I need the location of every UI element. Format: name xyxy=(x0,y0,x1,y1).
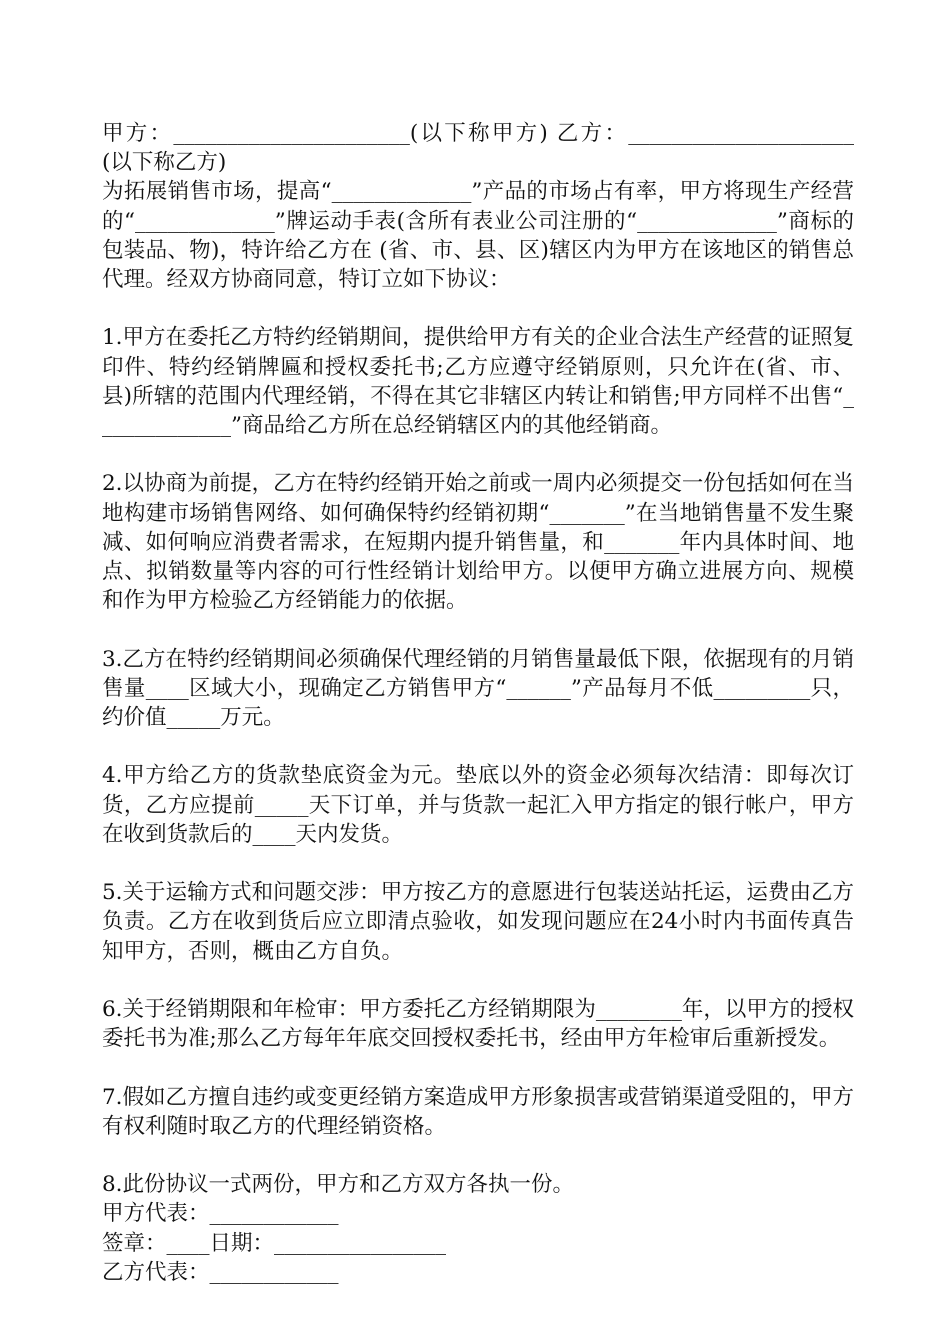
paragraph-gap xyxy=(102,1053,854,1082)
paragraph-gap xyxy=(102,615,854,644)
clause-2: 2.以协商为前提，乙方在特约经销开始之前或一周内必须提交一份包括如何在当地构建市场销售网络、如何确保特约经销初期“_______”在当地销售量不发生聚减、如何响应消费者需求，在短期内提升销售量，和_______年内具体时间、地点、拟销数量等内容的可行性经销计划给甲方。以便甲方确立进展方向、规模和作为甲方检验乙方经销能力的依据。 xyxy=(102,471,854,614)
paragraph-gap xyxy=(102,732,854,761)
paragraph-gap xyxy=(102,849,854,878)
contract-document xyxy=(102,119,854,1287)
paragraph-gap xyxy=(102,966,854,995)
clause-7: 7.假如乙方擅自违约或变更经销方案造成甲方形象损害或营销渠道受阻的，甲方有权利随时取乙方的代理经销资格。 xyxy=(102,1084,854,1139)
clause-3: 3.乙方在特约经销期间必须确保代理经销的月销售量最低下限，依据现有的月销售量____区域大小，现确定乙方销售甲方“______”产品每月不低_________只，约价值_____万元。 xyxy=(102,646,854,731)
intro-paragraph: 为拓展销售市场，提高“_____________”产品的市场占有率，甲方将现生产经营的“_____________”牌运动手表(含所有表业公司注册的“_____________”商标的包装品、物)，特许给乙方在 (省、市、县、区)辖区内为甲方在该地区的销售总代理。经双方协商同意，特订立如下协议： xyxy=(102,179,854,293)
party-a-representative: 甲方代表：____________ xyxy=(102,1201,339,1227)
clause-8: 8.此份协议一式两份，甲方和乙方双方各执一份。 xyxy=(102,1172,575,1198)
parties-header: 甲方：______________________(以下称甲方) 乙方：_____________________(以下称乙方) xyxy=(102,121,854,176)
clause-6: 6.关于经销期限和年检审：甲方委托乙方经销期限为________年，以甲方的授权委托书为准;那么乙方每年年底交回授权委托书，经由甲方年检审后重新授发。 xyxy=(102,997,854,1052)
clause-1: 1.甲方在委托乙方特约经销期间，提供给甲方有关的企业合法生产经营的证照复印件、特约经销牌匾和授权委托书;乙方应遵守经销原则，只允许在(省、市、县)所辖的范围内代理经销，不得在其它非辖区内转让和销售;甲方同样不出售“_____________”商品给乙方所在总经销辖区内的其他经销商。 xyxy=(102,325,854,439)
clause-5: 5.关于运输方式和问题交涉：甲方按乙方的意愿进行包装送站托运，运费由乙方负责。乙方在收到货后应立即清点验收，如发现问题应在24小时内书面传真告知甲方，否则，概由乙方自负。 xyxy=(102,880,854,964)
seal-and-date: 签章：____日期：________________ xyxy=(102,1230,447,1256)
paragraph-gap xyxy=(102,294,854,323)
party-b-representative: 乙方代表：____________ xyxy=(102,1259,339,1285)
paragraph-gap xyxy=(102,1141,854,1170)
clause-4: 4.甲方给乙方的货款垫底资金为元。垫底以外的资金必须每次结清：即每次订货，乙方应提前_____天下订单，并与货款一起汇入甲方指定的银行帐户，甲方在收到货款后的____天内发货。 xyxy=(102,763,854,847)
paragraph-gap xyxy=(102,440,854,469)
